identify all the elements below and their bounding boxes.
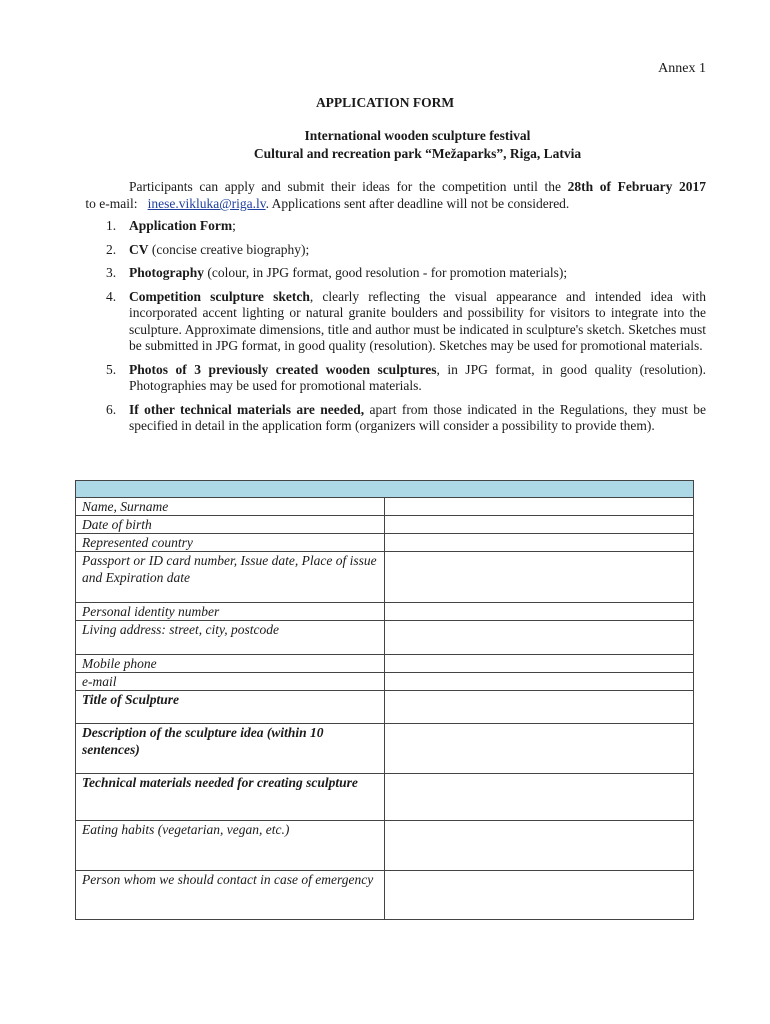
field-label: Name, Surname: [76, 498, 385, 516]
table-row: [76, 673, 694, 691]
field-value[interactable]: [385, 821, 694, 871]
intro-text-2: to e-mail:: [82, 196, 148, 211]
venue-title: Cultural and recreation park “Mežaparks”, Riga, Latvia: [253, 146, 582, 161]
list-item-bold: CV: [129, 241, 149, 257]
table-row: [76, 655, 694, 673]
list-number: 5.: [106, 361, 117, 377]
table-row: [76, 774, 694, 821]
list-item-text: , clearly reflecting the visual appearance and intended idea with incorporated accent lighting or natural granite boulders and possibility for visitors to integrate into the sculpture. Approximate dimensions, title and author must be indicated in sculpture's sketch. Sketches must be submitted in JPG format, in good quality (resolution). Sketches may be used for promotional materials.: [129, 288, 706, 353]
field-value[interactable]: [385, 673, 694, 691]
field-value[interactable]: [385, 498, 694, 516]
table-row: [76, 552, 694, 603]
list-number: 4.: [106, 288, 117, 304]
field-value[interactable]: [385, 516, 694, 534]
field-label: Technical materials needed for creating sculpture: [76, 774, 385, 821]
list-item: [82, 218, 706, 235]
festival-title: International wooden sculpture festival: [304, 128, 531, 143]
field-label: Living address: street, city, postcode: [76, 621, 385, 655]
list-item-text: , in JPG format, in good quality (resolution). Photographies may be used for promotional materials.: [129, 361, 706, 393]
list-item-bold: Photography: [129, 265, 205, 280]
field-label: e-mail: [76, 673, 385, 691]
list-item-text: (concise creative biography);: [148, 241, 310, 257]
field-value[interactable]: [385, 552, 694, 603]
table-row: [76, 691, 694, 724]
table-row: [76, 498, 694, 516]
list-item: [82, 362, 706, 395]
list-item-bold: Photos of 3 previously created wooden sculptures: [129, 361, 437, 377]
list-item: [82, 242, 706, 259]
field-value[interactable]: [385, 655, 694, 673]
list-item-text: ;: [232, 218, 236, 233]
table-row: [76, 724, 694, 774]
list-item: [82, 265, 706, 282]
table-row: [76, 621, 694, 655]
field-label: Eating habits (vegetarian, vegan, etc.): [76, 821, 385, 871]
table-row: [76, 516, 694, 534]
field-label: Represented country: [76, 534, 385, 552]
field-value[interactable]: [385, 724, 694, 774]
field-value[interactable]: [385, 621, 694, 655]
field-label: Date of birth: [76, 516, 385, 534]
field-value[interactable]: [385, 534, 694, 552]
list-item: [82, 402, 706, 435]
field-label: Description of the sculpture idea (within 10 sentences): [76, 724, 385, 774]
table-row: [76, 534, 694, 552]
list-item: [82, 289, 706, 355]
application-form-table: [75, 480, 694, 920]
intro-text-3: . Applications sent after deadline will not be considered.: [265, 196, 570, 211]
list-item-text: (colour, in JPG format, good resolution - for promotion materials);: [204, 265, 568, 280]
field-label: Person whom we should contact in case of emergency: [76, 871, 385, 920]
table-header-cell: [76, 481, 694, 498]
field-label: Personal identity number: [76, 603, 385, 621]
table-row: [76, 821, 694, 871]
field-value[interactable]: [385, 774, 694, 821]
email-link[interactable]: inese.vikluka@riga.lv: [147, 196, 266, 211]
field-label: Title of Sculpture: [76, 691, 385, 724]
list-number: 2.: [106, 241, 117, 257]
requirements-list: [82, 218, 706, 442]
field-value[interactable]: [385, 691, 694, 724]
list-number: 1.: [106, 218, 117, 233]
list-item-bold: Competition sculpture sketch: [129, 288, 310, 304]
field-label: Passport or ID card number, Issue date, Place of issue and Expiration date: [76, 552, 385, 603]
table-header-row: [76, 481, 694, 498]
list-item-text: apart from those indicated in the Regulations, they must be specified in detail in the application form (organizers will consider a possibility to provide them).: [129, 401, 706, 433]
intro-paragraph: [82, 178, 706, 212]
deadline-date: 28th of February 2017: [567, 179, 706, 194]
table-row: [76, 603, 694, 621]
list-item-bold: If other technical materials are needed,: [129, 401, 365, 417]
field-value[interactable]: [385, 603, 694, 621]
field-value[interactable]: [385, 871, 694, 920]
intro-text-1: Participants can apply and submit their ideas for the competition until the: [129, 179, 568, 194]
field-label: Mobile phone: [76, 655, 385, 673]
list-item-bold: Application Form: [129, 218, 233, 233]
list-number: 3.: [106, 265, 117, 280]
list-number: 6.: [106, 401, 117, 417]
table-row: [76, 871, 694, 920]
annex-label: Annex 1: [658, 61, 706, 76]
page-title: APPLICATION FORM: [315, 95, 455, 110]
